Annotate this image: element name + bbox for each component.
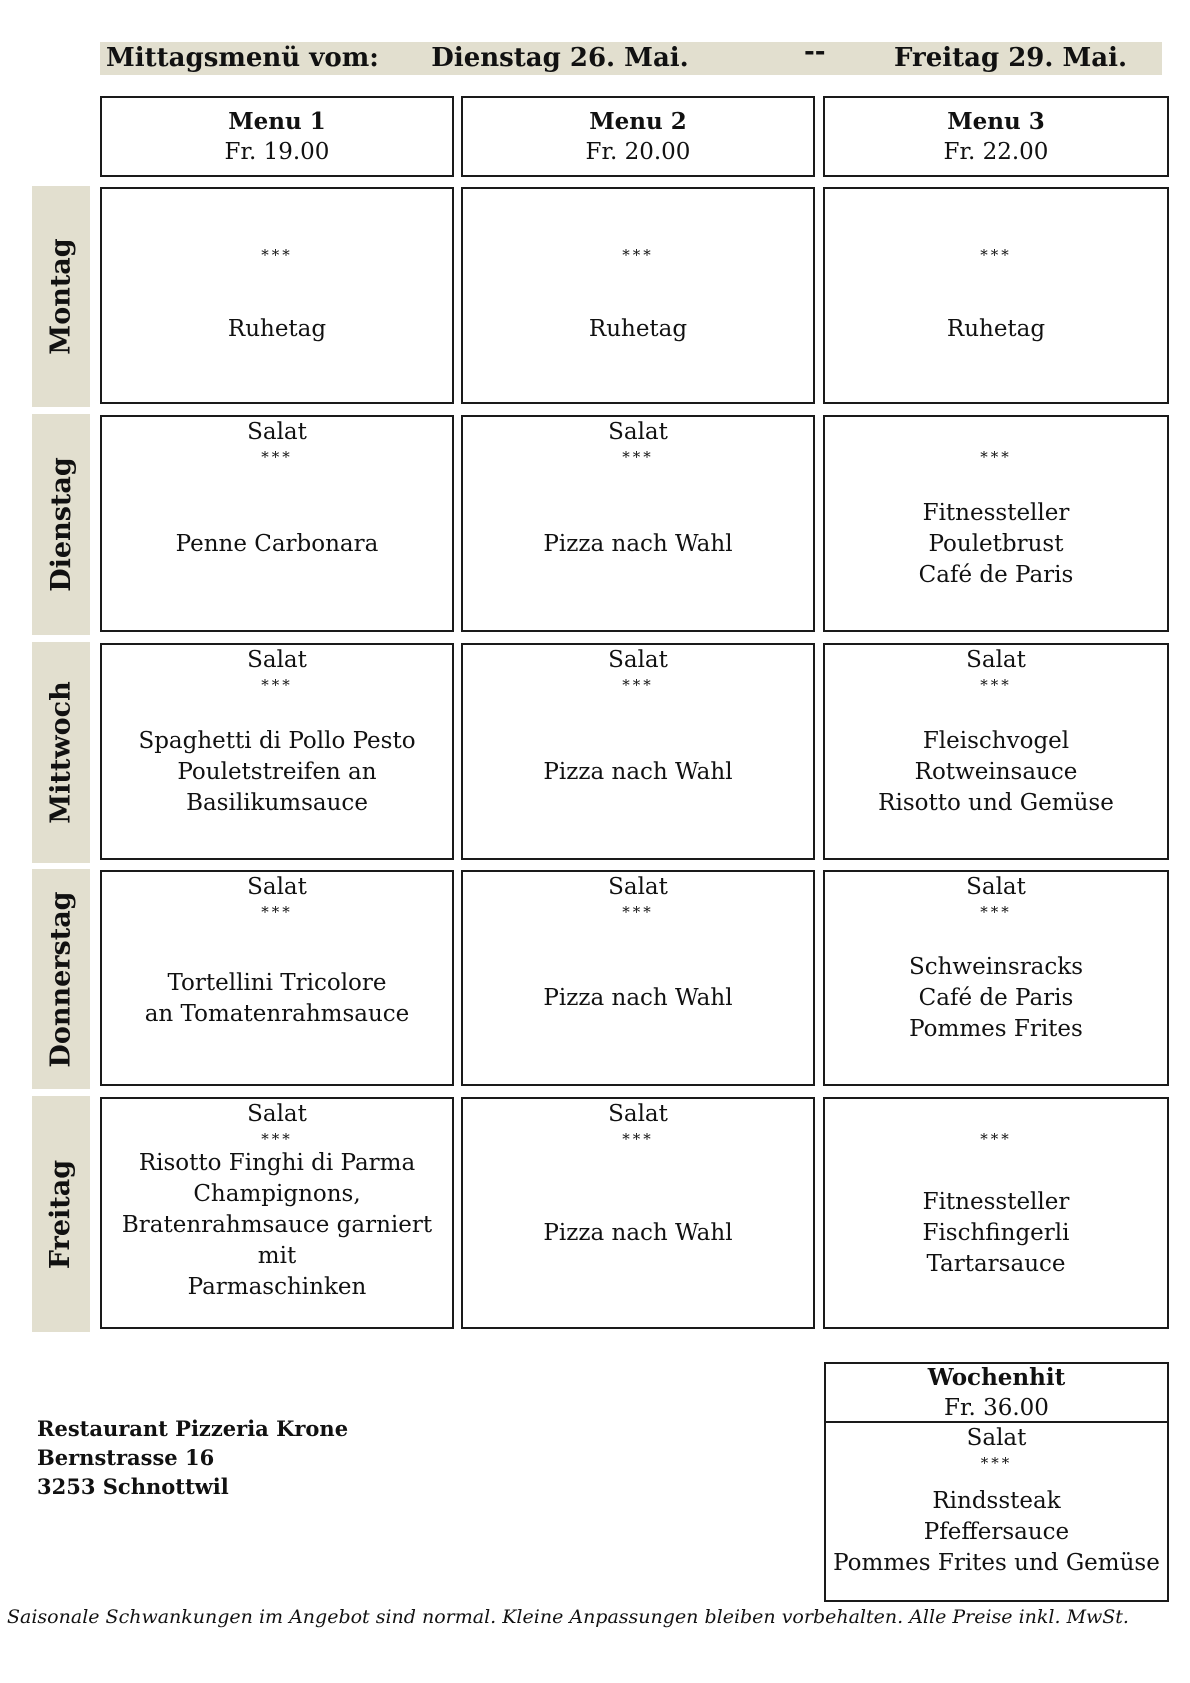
- menu-cell-dish: [543, 1148, 732, 1327]
- menu-cell-dish: [138, 694, 415, 858]
- menu-2-header: [461, 96, 815, 177]
- wochenhit-price: Fr. 36.00: [944, 1394, 1049, 1421]
- menu-cell-dish-line: Rotweinsauce: [914, 758, 1078, 785]
- menu-cell: [823, 870, 1169, 1086]
- menu-price: Fr. 22.00: [943, 138, 1049, 165]
- wochenhit-dish-line: Rindssteak: [932, 1487, 1061, 1514]
- menu-cell-salad: Salat: [608, 1101, 668, 1127]
- menu-cell-dish-line: Spaghetti di Pollo Pesto: [138, 727, 416, 754]
- menu-price: Fr. 19.00: [224, 138, 330, 165]
- menu-cell-salad: Salat: [608, 874, 668, 900]
- menu-cell-dish-line: Bratenrahmsauce garniert mit: [121, 1212, 433, 1269]
- menu-cell: [823, 187, 1169, 404]
- header-bar: [100, 37, 1162, 75]
- restaurant-name: Restaurant Pizzeria Krone: [37, 1416, 349, 1441]
- wochenhit-dish-line: Pfeffersauce: [923, 1518, 1070, 1545]
- menu-cell-dish: [543, 921, 732, 1084]
- menu-cell-dish: [589, 264, 687, 402]
- menu-cell: [100, 187, 454, 404]
- restaurant-street: Bernstrasse 16: [37, 1445, 215, 1470]
- menu-cell-dish-line: Pouletstreifen an: [177, 758, 377, 785]
- menu-cell-salad: Salat: [966, 874, 1026, 900]
- menu-cell-dish-line: an Tomatenrahmsauce: [144, 1000, 410, 1027]
- menu-cell: [461, 643, 815, 860]
- menu-cell-stars: ***: [980, 676, 1012, 694]
- menu-cell-salad: Salat: [247, 647, 307, 673]
- menu-cell-stars: ***: [980, 903, 1012, 921]
- menu-cell-dish-line: Fleischvogel: [922, 727, 1070, 754]
- menu-cell-dish: [102, 1148, 452, 1327]
- menu-cell: [461, 1097, 815, 1329]
- menu-cell-salad: Salat: [966, 647, 1026, 673]
- day-label: Donnerstag: [45, 890, 77, 1068]
- menu-cell-dish: [145, 921, 410, 1084]
- restaurant-address: [37, 1414, 348, 1501]
- menu-price: Fr. 20.00: [585, 138, 691, 165]
- menu-cell-dish-line: Café de Paris: [918, 985, 1074, 1011]
- menu-cell: [100, 415, 454, 632]
- menu-cell-dish: [878, 694, 1114, 858]
- menu-cell-stars: ***: [622, 1130, 654, 1148]
- wochenhit-title: Wochenhit: [927, 1363, 1066, 1391]
- wochenhit-header: [824, 1362, 1169, 1423]
- menu-cell: [461, 415, 815, 632]
- day-tab-freitag: [32, 1096, 90, 1332]
- menu-cell-salad: Salat: [247, 874, 307, 900]
- header-separator: --: [804, 37, 826, 67]
- menu-title: Menu 3: [947, 107, 1045, 135]
- menu-cell-dish-line: Risotto Finghi di Parma: [138, 1150, 416, 1176]
- menu-cell-dish: [909, 921, 1083, 1084]
- day-tab-mittwoch: [32, 642, 90, 863]
- menu-cell-dish-line: Fischfingerli: [922, 1220, 1070, 1246]
- menu-cell-salad: Salat: [247, 1101, 307, 1127]
- menu-cell-stars: ***: [980, 448, 1012, 466]
- header-date-to: Freitag 29. Mai.: [894, 43, 1128, 73]
- menu-cell: [100, 1097, 454, 1329]
- menu-cell-dish-line: Tortellini Tricolore: [167, 969, 387, 996]
- menu-cell-dish-line: Pizza nach Wahl: [543, 1220, 733, 1246]
- menu-cell-stars: ***: [980, 1130, 1012, 1148]
- menu-title: Menu 1: [228, 107, 326, 135]
- restaurant-city: 3253 Schnottwil: [37, 1474, 229, 1499]
- menu-cell-dish-line: Tartarsauce: [926, 1251, 1066, 1277]
- day-label: Mittwoch: [45, 681, 77, 824]
- menu-cell: [823, 643, 1169, 860]
- day-tab-montag: [32, 186, 90, 407]
- wochenhit-dish-line: Pommes Frites und Gemüse: [833, 1549, 1160, 1576]
- menu-cell-salad: Salat: [608, 647, 668, 673]
- menu-cell-dish-line: Ruhetag: [946, 315, 1046, 342]
- menu-cell-stars: ***: [261, 1130, 293, 1148]
- menu-cell-dish-line: Parmaschinken: [187, 1274, 367, 1300]
- menu-cell-dish: [922, 1148, 1069, 1327]
- menu-cell-dish-line: Ruhetag: [227, 315, 327, 342]
- menu-cell-dish: [947, 264, 1045, 402]
- header-date-from: Dienstag 26. Mai.: [431, 43, 689, 73]
- wochenhit-dish: [833, 1472, 1160, 1600]
- day-label: Montag: [45, 238, 77, 355]
- menu-3-header: [823, 96, 1169, 177]
- menu-cell-dish: [228, 264, 326, 402]
- menu-cell-stars: ***: [622, 448, 654, 466]
- header-label: Mittagsmenü vom:: [106, 43, 379, 73]
- menu-cell: [823, 415, 1169, 632]
- menu-cell-dish-line: Champignons,: [193, 1181, 361, 1207]
- menu-cell-dish-line: Risotto und Gemüse: [878, 789, 1114, 816]
- menu-cell-dish-line: Pizza nach Wahl: [543, 530, 733, 557]
- menu-cell-stars: ***: [261, 448, 293, 466]
- menu-cell-dish: [176, 466, 379, 630]
- wochenhit-stars: ***: [980, 1454, 1013, 1472]
- menu-cell-dish-line: Basilikumsauce: [186, 789, 368, 816]
- menu-cell-dish-line: Fitnessteller: [922, 1189, 1070, 1215]
- menu-cell: [461, 870, 815, 1086]
- menu-cell-stars: ***: [261, 246, 293, 264]
- menu-cell-salad: Salat: [247, 419, 307, 445]
- menu-cell-dish: [919, 466, 1074, 630]
- day-label: Freitag: [45, 1159, 77, 1269]
- menu-cell-salad: Salat: [608, 419, 668, 445]
- menu-1-header: [100, 96, 454, 177]
- menu-cell-dish-line: Pommes Frites: [909, 1016, 1083, 1042]
- menu-cell: [100, 870, 454, 1086]
- menu-cell-stars: ***: [261, 676, 293, 694]
- menu-title: Menu 2: [589, 107, 687, 135]
- day-tab-dienstag: [32, 414, 90, 635]
- menu-cell-dish-line: Penne Carbonara: [175, 530, 379, 557]
- wochenhit-salad: Salat: [966, 1425, 1027, 1451]
- menu-cell-dish-line: Pouletbrust: [928, 530, 1064, 557]
- menu-cell-dish-line: Ruhetag: [588, 315, 688, 342]
- menu-cell-stars: ***: [261, 903, 293, 921]
- day-tab-donnerstag: [32, 869, 90, 1089]
- menu-cell-stars: ***: [622, 903, 654, 921]
- menu-cell-stars: ***: [622, 676, 654, 694]
- menu-cell-dish-line: Café de Paris: [918, 561, 1074, 588]
- footer-note: Saisonale Schwankungen im Angebot sind normal. Kleine Anpassungen bleiben vorbehalten. Alle Preise inkl. MwSt.: [7, 1606, 1129, 1628]
- menu-cell-stars: ***: [622, 246, 654, 264]
- menu-cell-dish-line: Pizza nach Wahl: [543, 758, 733, 785]
- wochenhit-cell: [824, 1421, 1169, 1602]
- menu-cell-dish-line: Pizza nach Wahl: [543, 985, 733, 1011]
- menu-cell-dish-line: Schweinsracks: [908, 954, 1084, 980]
- menu-cell: [100, 643, 454, 860]
- menu-cell-dish: [543, 694, 732, 858]
- menu-cell-dish-line: Fitnessteller: [922, 499, 1070, 526]
- menu-cell: [823, 1097, 1169, 1329]
- menu-cell-dish: [543, 466, 732, 630]
- menu-cell: [461, 187, 815, 404]
- menu-cell-stars: ***: [980, 246, 1012, 264]
- day-label: Dienstag: [45, 457, 77, 592]
